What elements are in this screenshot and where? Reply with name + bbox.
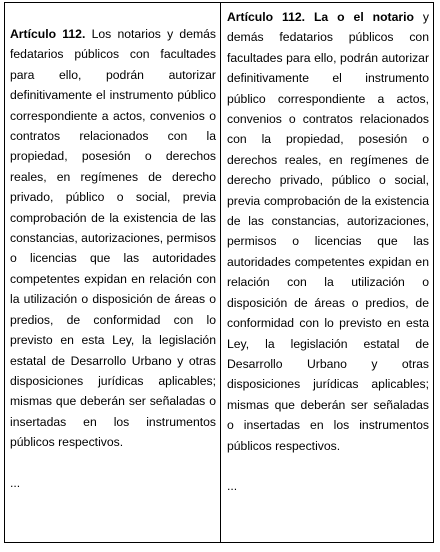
- comparison-table: [4, 2, 434, 543]
- article-heading-original: Artículo 112.: [10, 27, 86, 41]
- ellipsis-proposed: ...: [227, 478, 238, 493]
- article-body-proposed: y demás fedatarios públicos con facultades para ello, podrán autorizar definitivamente el instrumento público correspondiente a actos, convenios o contratos relacionados con la propiedad, posesión o derechos reales, en regímenes de derecho privado, público o social, previa comprobación de la existencia de las constancias, autorizaciones, permisos o licencias que las autoridades competentes expidan en relación con la utilización o disposición de áreas o predios, de conformidad con lo previsto en esta Ley, la legislación estatal de Desarrollo Urbano y otras disposiciones jurídicas aplicables; mismas que deberán ser señaladas o insertadas en los instrumentos públicos respectivos.: [227, 10, 429, 453]
- article-body-original: Los notarios y demás fedatarios públicos con facultades para ello, podrán autorizar definitivamente el instrumento público correspondiente a actos, convenios o contratos relacionados con la propiedad, posesión o derechos reales, en regímenes de derecho privado, público o social, previa comprobación de la existencia de las constancias, autorizaciones, permisos o licencias que las autoridades competentes expidan en relación con la utilización o disposición de áreas o predios, de conformidad con lo previsto en esta Ley, la legislación estatal de Desarrollo Urbano y otras disposiciones jurídicas aplicables; mismas que deberán ser señaladas o insertadas en los instrumentos públicos respectivos.: [10, 27, 216, 450]
- article-paragraph-proposed: [227, 7, 429, 456]
- ellipsis-original: ...: [10, 475, 21, 490]
- proposed-text-column: [221, 3, 433, 542]
- original-text-column: [5, 3, 221, 542]
- article-paragraph-original: [10, 24, 216, 453]
- article-heading-proposed: Artículo 112. La o el notario: [227, 10, 414, 24]
